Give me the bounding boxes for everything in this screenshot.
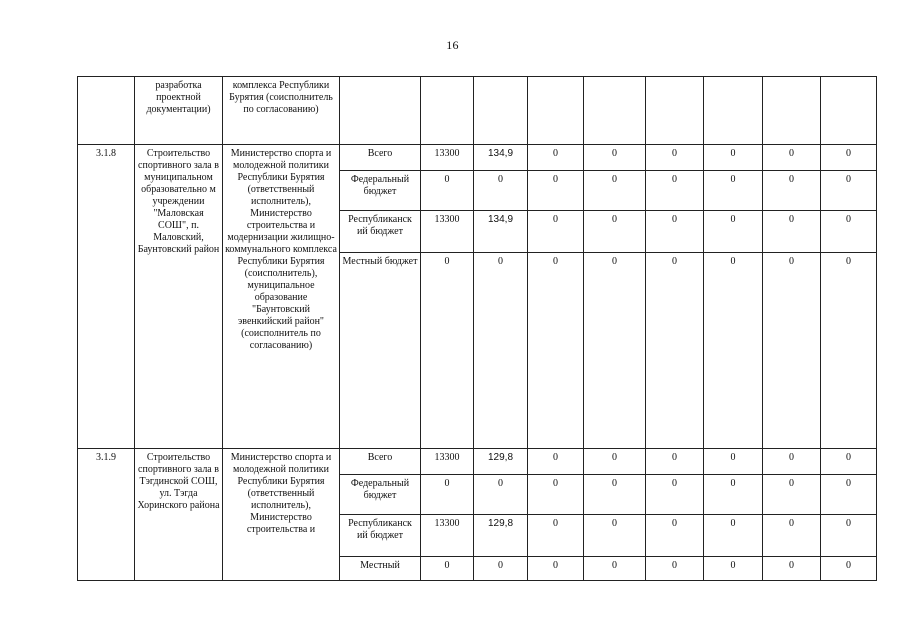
item-title: Строительство спортивного зала в муниципальном образовательно м учреждении "Маловская СОШ", п. Маловский, Баунтовский район — [135, 145, 223, 449]
value-cell: 0 — [528, 557, 584, 581]
table-row — [78, 145, 877, 171]
value-cell: 129,8 — [474, 515, 528, 557]
value-cell: 0 — [528, 145, 584, 171]
value-cell — [763, 77, 821, 145]
executor-cell: комплекса Республики Бурятия (соисполнитель по согласованию) — [223, 77, 340, 145]
value-cell: 0 — [763, 557, 821, 581]
funding-source: Республиканск ий бюджет — [340, 515, 421, 557]
item-code: 3.1.9 — [78, 449, 135, 581]
value-cell: 0 — [584, 449, 646, 475]
item-title: Строительство спортивного зала в Тэгдинской СОШ, ул. Тэгда Хоринского района — [135, 449, 223, 581]
value-cell: 0 — [528, 253, 584, 449]
value-cell: 0 — [584, 475, 646, 515]
value-cell: 0 — [821, 171, 877, 211]
value-cell: 0 — [474, 475, 528, 515]
value-cell: 13300 — [421, 449, 474, 475]
value-cell: 0 — [704, 475, 763, 515]
value-cell: 0 — [646, 253, 704, 449]
value-cell: 0 — [704, 253, 763, 449]
value-cell: 0 — [584, 253, 646, 449]
value-cell — [646, 77, 704, 145]
value-cell: 0 — [584, 557, 646, 581]
value-cell: 0 — [421, 253, 474, 449]
description-cell: разработка проектной документации) — [135, 77, 223, 145]
value-cell: 0 — [821, 449, 877, 475]
value-cell: 0 — [763, 171, 821, 211]
value-cell: 0 — [421, 171, 474, 211]
value-cell: 0 — [584, 145, 646, 171]
value-cell: 0 — [763, 515, 821, 557]
value-cell: 0 — [763, 145, 821, 171]
source-cell — [340, 77, 421, 145]
value-cell: 0 — [474, 171, 528, 211]
value-cell: 0 — [646, 145, 704, 171]
value-cell: 0 — [584, 515, 646, 557]
value-cell: 0 — [704, 557, 763, 581]
value-cell: 0 — [821, 515, 877, 557]
table-row — [78, 449, 877, 475]
value-cell: 0 — [763, 253, 821, 449]
budget-table — [77, 76, 877, 581]
value-cell: 0 — [528, 171, 584, 211]
value-cell: 0 — [528, 211, 584, 253]
value-cell: 13300 — [421, 211, 474, 253]
value-cell: 0 — [584, 171, 646, 211]
value-cell: 134,9 — [474, 145, 528, 171]
value-cell — [474, 77, 528, 145]
value-cell: 0 — [528, 449, 584, 475]
value-cell: 0 — [821, 475, 877, 515]
value-cell: 13300 — [421, 515, 474, 557]
value-cell: 0 — [763, 211, 821, 253]
value-cell: 0 — [763, 449, 821, 475]
value-cell: 0 — [704, 515, 763, 557]
value-cell: 0 — [821, 211, 877, 253]
funding-source: Местный бюджет — [340, 253, 421, 449]
code-cell — [78, 77, 135, 145]
value-cell: 0 — [704, 145, 763, 171]
funding-source: Местный — [340, 557, 421, 581]
funding-source: Всего — [340, 449, 421, 475]
page-number: 16 — [446, 38, 459, 52]
value-cell: 0 — [646, 475, 704, 515]
value-cell: 0 — [763, 475, 821, 515]
funding-source: Республиканск ий бюджет — [340, 211, 421, 253]
funding-source: Всего — [340, 145, 421, 171]
value-cell: 0 — [528, 475, 584, 515]
funding-source: Федеральный бюджет — [340, 475, 421, 515]
value-cell: 0 — [421, 557, 474, 581]
value-cell: 0 — [646, 211, 704, 253]
item-code: 3.1.8 — [78, 145, 135, 449]
continuation-row — [78, 77, 877, 145]
value-cell: 0 — [646, 171, 704, 211]
value-cell: 0 — [704, 211, 763, 253]
funding-source: Федеральный бюджет — [340, 171, 421, 211]
item-executor: Министерство спорта и молодежной политики Республики Бурятия (ответственный исполнитель), Министерство строительства и — [223, 449, 340, 581]
value-cell: 0 — [421, 475, 474, 515]
value-cell: 0 — [821, 253, 877, 449]
value-cell: 0 — [474, 557, 528, 581]
value-cell — [421, 77, 474, 145]
item-executor: Министерство спорта и молодежной политики Республики Бурятия (ответственный исполнитель), Министерство строительства и модернизации жилищно-коммунального комплекса Республики Бурятия (соисполнитель), муниципальное образование "Баунтовский эвенкийский район" (соисполнитель по согласованию) — [223, 145, 340, 449]
value-cell — [584, 77, 646, 145]
value-cell: 0 — [704, 171, 763, 211]
value-cell: 0 — [821, 557, 877, 581]
value-cell: 0 — [646, 515, 704, 557]
value-cell: 0 — [646, 557, 704, 581]
value-cell: 13300 — [421, 145, 474, 171]
value-cell — [528, 77, 584, 145]
value-cell — [704, 77, 763, 145]
value-cell: 0 — [584, 211, 646, 253]
value-cell: 134,9 — [474, 211, 528, 253]
value-cell: 0 — [821, 145, 877, 171]
value-cell: 0 — [474, 253, 528, 449]
value-cell: 0 — [646, 449, 704, 475]
value-cell: 129,8 — [474, 449, 528, 475]
value-cell — [821, 77, 877, 145]
value-cell: 0 — [704, 449, 763, 475]
value-cell: 0 — [528, 515, 584, 557]
